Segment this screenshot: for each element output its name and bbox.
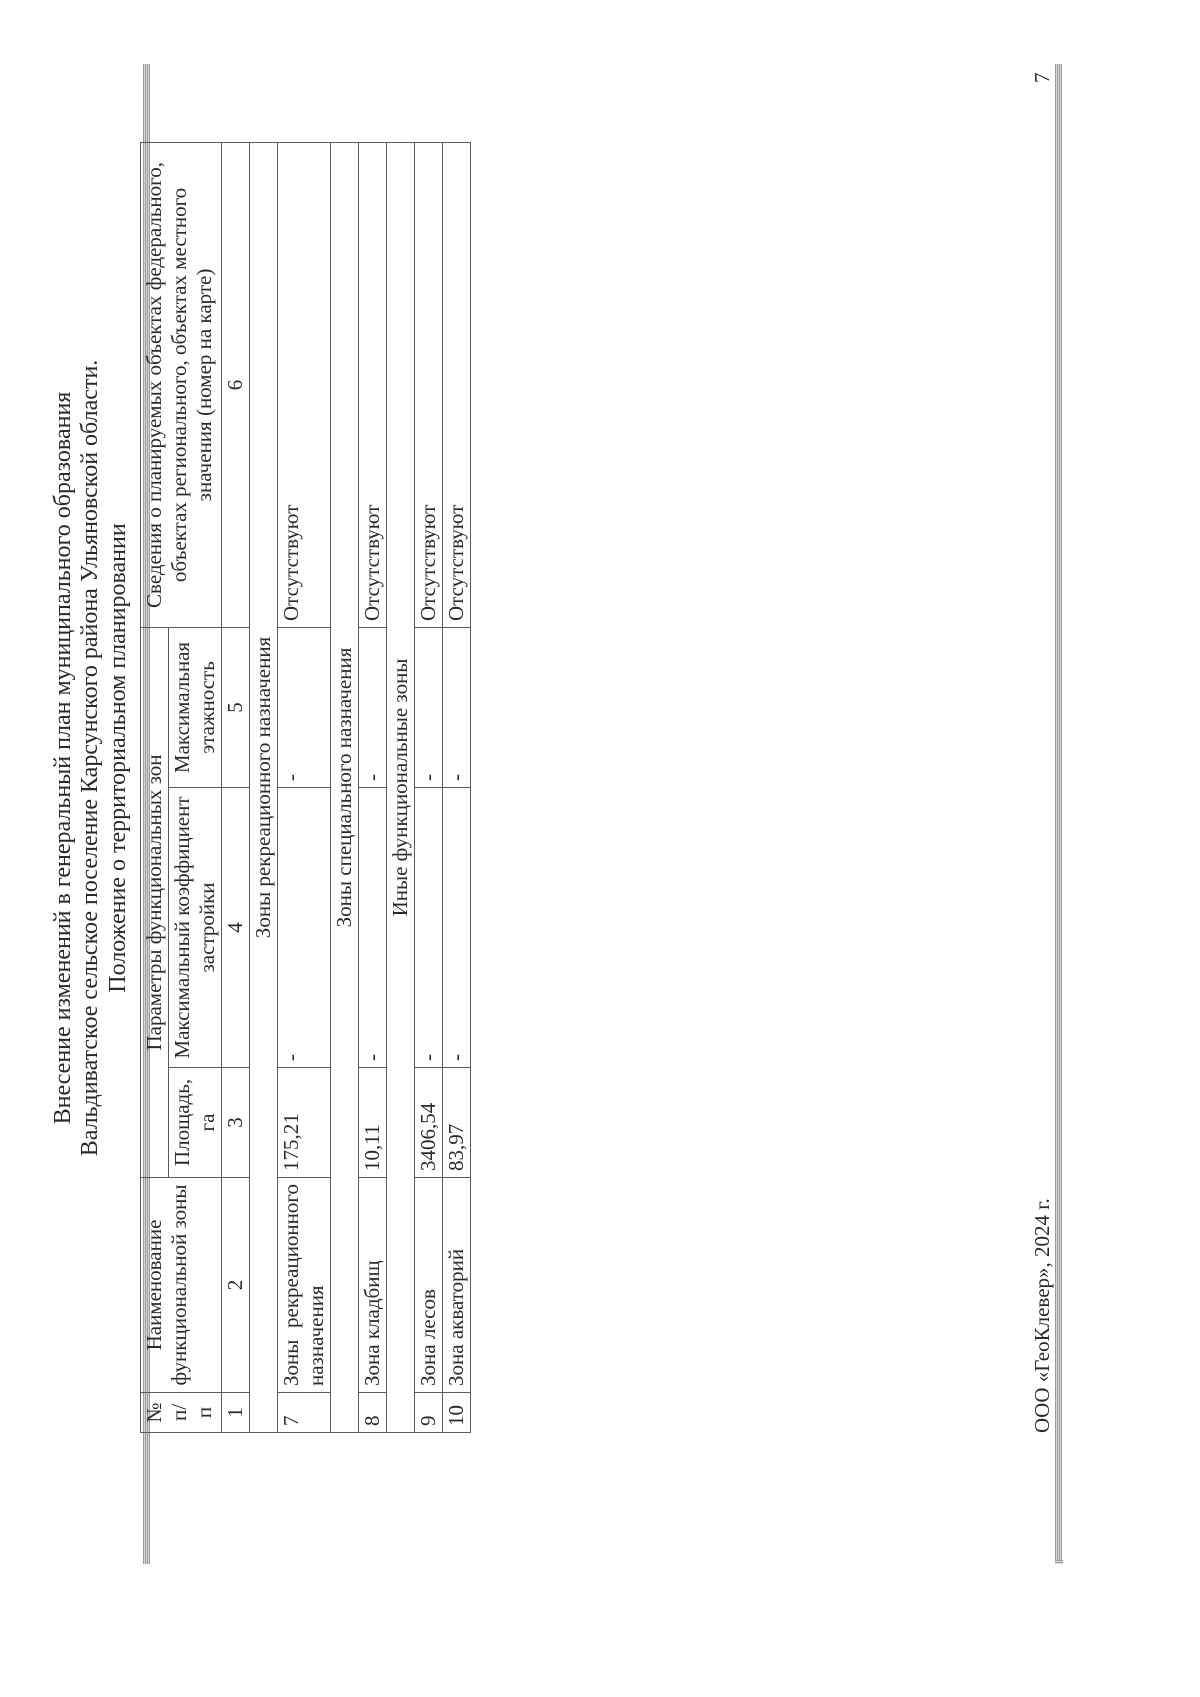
header-cell-params: Параметры функциональных зон (141, 627, 169, 1177)
column-number: 3 (222, 1068, 250, 1178)
header-cell-floors: Максимальная этажность (169, 627, 222, 787)
zone-info: Отсутствуют (443, 142, 471, 627)
zone-info: Отсутствуют (359, 142, 387, 627)
zone-floors: - (278, 627, 331, 787)
zone-coef: - (443, 788, 471, 1068)
header-cell-info: Сведения о планируемых объектах федерального, объектах регионального, объектах местного значения (номер на карте) (141, 142, 222, 627)
row-number: 7 (278, 1393, 331, 1433)
footer-company: ООО «ГеоКлевер», 2024 г. (1030, 1198, 1054, 1433)
column-number: 6 (222, 142, 250, 627)
row-number: 9 (415, 1393, 443, 1433)
zone-area: 10,11 (359, 1068, 387, 1178)
zone-area: 175,21 (278, 1068, 331, 1178)
document-title-line-3: Положение о территориальном планировании (105, 523, 131, 993)
zone-floors: - (443, 627, 471, 787)
document-title-line-1: Внесение изменений в генеральный план муниципального образования (50, 391, 76, 1125)
section-title: Зоны рекреационного назначения (250, 142, 278, 1432)
table-row (278, 142, 331, 1432)
zone-name (278, 1178, 331, 1393)
zone-name: Зона кладбищ (359, 1178, 387, 1393)
zone-floors: - (415, 627, 443, 787)
column-number-row (222, 142, 250, 1432)
section-row (250, 142, 278, 1432)
column-number: 4 (222, 788, 250, 1068)
zone-name-word: назначения (304, 1285, 328, 1386)
column-number: 5 (222, 627, 250, 787)
table-row (443, 142, 471, 1432)
table-header-row (141, 142, 169, 1432)
zone-name-word: Зоны (279, 1339, 303, 1386)
section-row (331, 142, 359, 1432)
functional-zones-table (140, 142, 471, 1433)
bottom-border-rule (1055, 1560, 1063, 1564)
zone-name-word: рекреационного (279, 1184, 303, 1328)
header-cell-no: № п/п (141, 1393, 222, 1433)
zone-floors: - (359, 627, 387, 787)
section-title: Зоны специального назначения (331, 142, 359, 1432)
zone-info: Отсутствуют (278, 142, 331, 627)
zone-area: 83,97 (443, 1068, 471, 1178)
column-number: 2 (222, 1178, 250, 1393)
zone-info: Отсутствуют (415, 142, 443, 627)
row-number: 10 (443, 1393, 471, 1433)
section-title: Иные функциональные зоны (387, 142, 415, 1432)
document-title-line-2: Вальдиватское сельское поселение Карсунского района Ульяновской области. (77, 359, 103, 1157)
header-cell-name: Наименование функциональной зоны (141, 1178, 222, 1393)
page-number: 7 (1030, 72, 1054, 83)
zone-coef: - (415, 788, 443, 1068)
zone-coef: - (359, 788, 387, 1068)
header-cell-coef: Максимальный коэффициент застройки (169, 788, 222, 1068)
zone-name: Зона лесов (415, 1178, 443, 1393)
zone-area: 3406,54 (415, 1068, 443, 1178)
section-row (387, 142, 415, 1432)
table-row (359, 142, 387, 1432)
zone-coef: - (278, 788, 331, 1068)
column-number: 1 (222, 1393, 250, 1433)
header-cell-area: Площадь, га (169, 1068, 222, 1178)
table-row (415, 142, 443, 1432)
rotated-page (20, 8, 1100, 1508)
zone-name: Зона акваторий (443, 1178, 471, 1393)
row-number: 8 (359, 1393, 387, 1433)
